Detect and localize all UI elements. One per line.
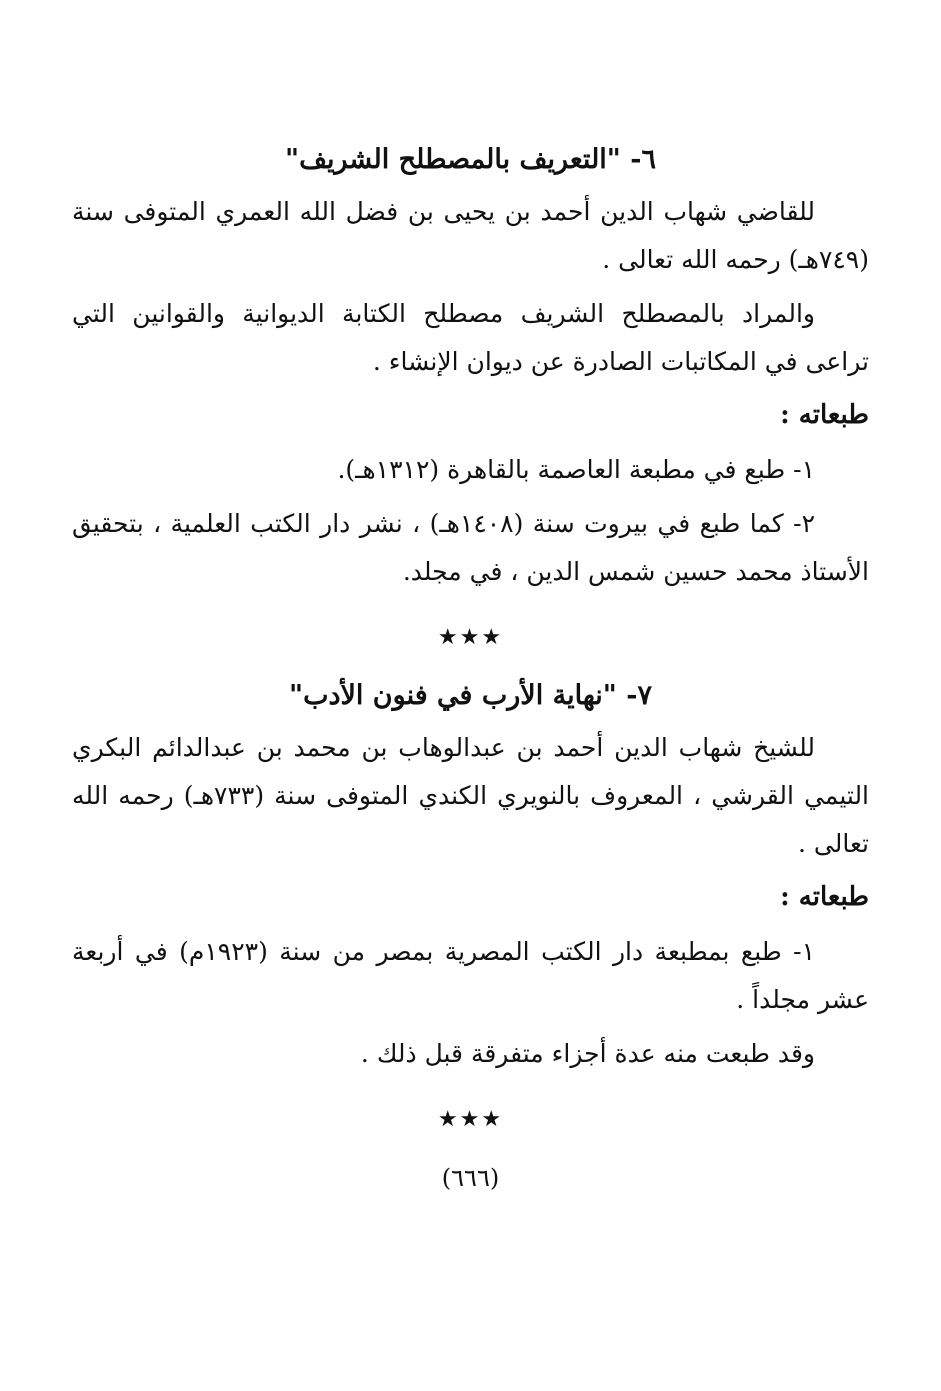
separator-stars-2: ★★★ xyxy=(437,1107,504,1132)
section-6-heading: ٦- "التعريف بالمصطلح الشريف" xyxy=(285,144,656,175)
section-6-edition-2: ٢- كما طبع في بيروت سنة (١٤٠٨هـ) ، نشر دار الكتب العلمية ، بتحقيق الأستاذ محمد حسين شمس الدين ، في مجلد. xyxy=(72,509,869,586)
section-7-edition-1: ١- طبع بمطبعة دار الكتب المصرية بمصر من سنة (١٩٢٣م) في أربعة عشر مجلداً . xyxy=(72,937,869,1014)
page-number: (٦٦٦) xyxy=(441,1164,500,1192)
section-6-description: والمراد بالمصطلح الشريف مصطلح الكتابة الديوانية والقوانين التي تراعى في المكاتبات الصادرة عن ديوان الإنشاء . xyxy=(72,299,869,376)
section-7-author: للشيخ شهاب الدين أحمد بن عبدالوهاب بن محمد بن عبدالدائم البكري التيمي القرشي ، المعروف بالنويري الكندي المتوفى سنة (٧٣٣هـ) رحمه الله تعالى . xyxy=(72,733,870,858)
section-7 xyxy=(72,676,869,1078)
section-7-heading: ٧- "نهاية الأرب في فنون الأدب" xyxy=(289,680,652,711)
section-6-editions-label: طبعاته : xyxy=(780,400,869,430)
section-7-editions-label: طبعاته : xyxy=(780,882,869,912)
section-6-author: للقاضي شهاب الدين أحمد بن يحيى بن فضل الله العمري المتوفى سنة (٧٤٩هـ) رحمه الله تعالى . xyxy=(72,197,869,274)
section-7-edition-note: وقد طبعت منه عدة أجزاء متفرقة قبل ذلك . xyxy=(360,1039,815,1068)
section-6 xyxy=(72,140,869,596)
separator-stars-1: ★★★ xyxy=(437,625,504,650)
section-6-edition-1: ١- طبع في مطبعة العاصمة بالقاهرة (١٣١٢هـ). xyxy=(337,455,815,484)
book-page xyxy=(72,130,869,1198)
